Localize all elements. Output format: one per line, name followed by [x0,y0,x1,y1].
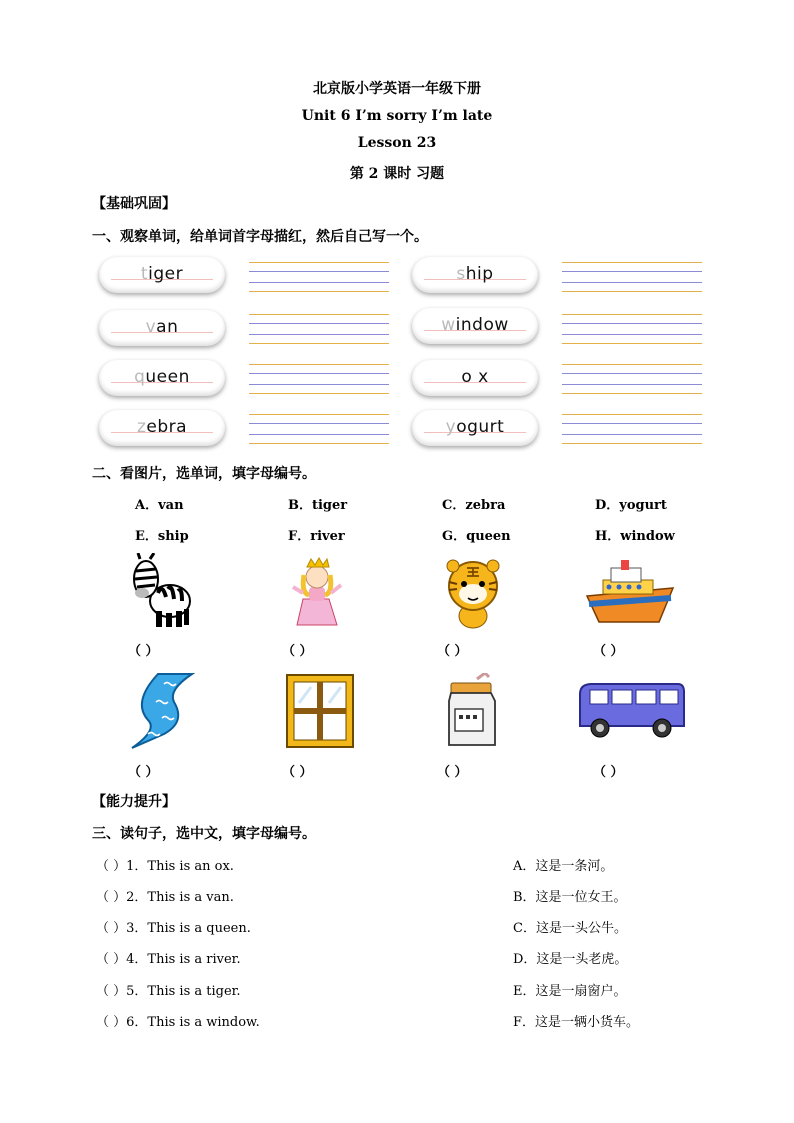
answer-blank-1[interactable]: （ ） [128,644,159,659]
period-title: 第 2 课时 习题 [349,166,445,182]
writing-lines-right-1[interactable] [562,260,702,294]
word-rest: iger [148,264,184,284]
guide-line [249,343,389,344]
sentence-6[interactable]: （ ）6．This is a window. [96,1015,260,1030]
trace-letter: w [441,315,456,335]
guide-line [562,343,702,344]
option-d: D．yogurt [595,498,667,513]
guide-line [249,314,389,315]
sentence-1[interactable]: （ ）1．This is an ox. [96,859,234,874]
choice-e: E．这是一扇窗户。 [513,984,627,999]
guide-line [562,271,702,272]
question-2-title: 二、看图片，选单词，填字母编号。 [92,466,316,482]
guide-line [249,262,389,263]
choice-a: A．这是一条河。 [513,859,614,874]
answer-blank-6[interactable]: （ ） [282,765,313,780]
trace-letter: v [145,317,157,337]
guide-line [249,271,389,272]
option-a: A．van [135,498,184,513]
window-picture [285,673,355,749]
guide-line [562,373,702,374]
guide-line [562,434,702,435]
answer-blank-4[interactable]: （ ） [593,644,624,659]
guide-line [562,262,702,263]
guide-line [249,423,389,424]
guide-line [249,334,389,335]
word-card-yogurt [412,410,538,446]
writing-lines-right-4[interactable] [562,412,702,446]
option-g: G．queen [442,529,511,544]
tiger-picture [441,558,505,630]
writing-lines-left-2[interactable] [249,312,389,346]
guide-line [562,314,702,315]
guide-line [562,443,702,444]
yogurt-picture [445,673,501,749]
question-1-title: 一、观察单词，给单词首字母描红，然后自己写一个。 [92,229,428,245]
guide-line [562,384,702,385]
guide-line [249,282,389,283]
trace-letter: q [134,367,146,387]
answer-blank-7[interactable]: （ ） [437,765,468,780]
van-picture [576,682,686,740]
guide-line [562,282,702,283]
choice-d: D．这是一头老虎。 [513,952,628,967]
word-card-queen [99,360,225,396]
sentence-3[interactable]: （ ）3．This is a queen. [96,921,251,936]
guide-line [249,393,389,394]
answer-blank-3[interactable]: （ ） [437,644,468,659]
section-heading-advanced: 【能力提升】 [92,794,176,810]
option-e: E．ship [135,529,189,544]
guide-line [562,393,702,394]
writing-lines-left-4[interactable] [249,412,389,446]
question-3-title: 三、读句子，选中文，填字母编号。 [92,826,316,842]
writing-lines-right-2[interactable] [562,312,702,346]
option-h: H．window [595,529,675,544]
guide-line [562,334,702,335]
word-rest: hip [465,264,494,284]
guide-line [249,291,389,292]
word-card-van [99,310,225,346]
word-rest: ueen [145,367,190,387]
word-card-ship [412,257,538,293]
river-picture [128,672,196,750]
sentence-5[interactable]: （ ）5．This is a tiger. [96,984,241,999]
word-card-tiger [99,257,225,293]
word-rest: ebra [146,417,188,437]
writing-lines-left-3[interactable] [249,362,389,396]
queen-picture [287,557,349,627]
guide-line [562,291,702,292]
sentence-2[interactable]: （ ）2．This is a van. [96,890,234,905]
word-rest: ogurt [456,417,505,437]
writing-lines-left-1[interactable] [249,260,389,294]
word-rest: o x [461,367,489,387]
guide-line [249,443,389,444]
guide-line [562,414,702,415]
word-rest: indow [455,315,509,335]
answer-blank-2[interactable]: （ ） [282,644,313,659]
option-b: B．tiger [288,498,348,513]
guide-line [562,423,702,424]
trace-letter: s [456,264,466,284]
page-title: 北京版小学英语一年级下册 [313,81,481,97]
ship-picture [585,560,675,626]
guide-line [249,434,389,435]
guide-line [249,384,389,385]
guide-line [562,364,702,365]
word-rest: an [156,317,179,337]
zebra-picture [130,553,194,629]
word-card-zebra [99,410,225,446]
trace-letter: y [445,417,457,437]
trace-letter: t [140,264,149,284]
guide-line [249,323,389,324]
option-f: F．river [288,529,345,544]
writing-lines-right-3[interactable] [562,362,702,396]
lesson-title: Lesson 23 [357,135,437,151]
choice-b: B．这是一位女王。 [513,890,627,905]
choice-c: C．这是一头公牛。 [513,921,627,936]
guide-line [562,323,702,324]
option-c: C．zebra [442,498,506,513]
word-card-window [412,308,538,344]
section-heading-basic: 【基础巩固】 [92,196,176,212]
trace-letter: z [136,417,147,437]
guide-line [249,414,389,415]
answer-blank-5[interactable]: （ ） [128,765,159,780]
word-card-ox [412,360,538,396]
guide-line [249,373,389,374]
answer-blank-8[interactable]: （ ） [593,765,624,780]
sentence-4[interactable]: （ ）4．This is a river. [96,952,241,967]
unit-title: Unit 6 I’m sorry I’m late [301,108,493,124]
guide-line [249,364,389,365]
choice-f: F．这是一辆小货车。 [513,1015,640,1030]
